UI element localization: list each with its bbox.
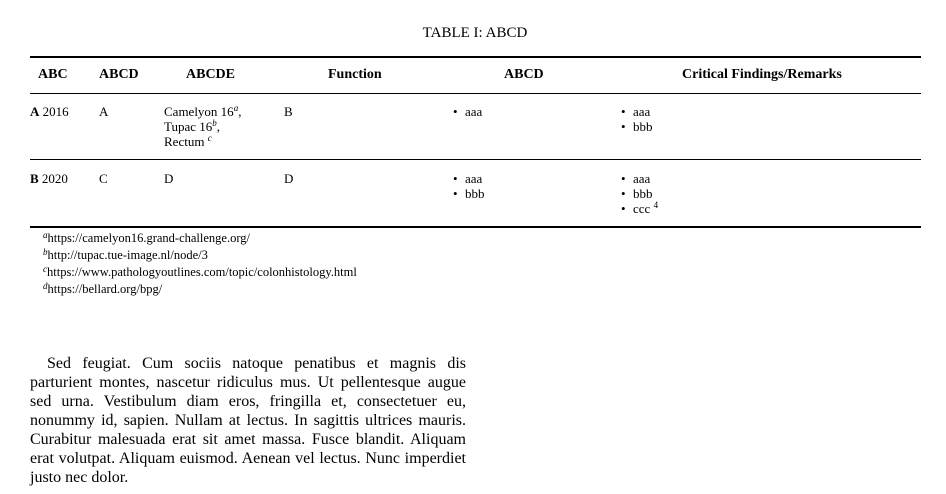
- row1-dataset-line: Rectum $^c$: [164, 133, 212, 149]
- bullet-item: • bbb: [453, 186, 485, 201]
- header-abcde: ABCDE: [186, 67, 236, 82]
- row2-year: 2020: [41, 171, 68, 186]
- row2-function: D: [284, 171, 294, 186]
- header-abc: ABC: [38, 67, 68, 82]
- row1-abcde: [164, 104, 241, 149]
- footnote: $^b$http://tupac.tue-image.nl/node/3: [43, 247, 208, 262]
- table-top-rule: [30, 56, 921, 58]
- row1-dataset-line: Camelyon 16$^a$,: [164, 103, 242, 119]
- row2-abcd: C: [99, 171, 108, 186]
- row1-abcd-list: [453, 104, 482, 119]
- row2-remarks-list: [621, 171, 658, 216]
- footnote: $^d$https://bellard.org/bpg/: [43, 281, 163, 296]
- footnote: $^a$https://camelyon16.grand-challenge.org/: [43, 230, 250, 245]
- row1-function: B: [284, 104, 293, 119]
- row1-year: 2016: [42, 104, 69, 119]
- bullet-item: • aaa: [453, 171, 485, 186]
- row-divider: [30, 159, 921, 160]
- header-rule: [30, 93, 921, 94]
- table-bottom-rule: [30, 226, 921, 228]
- bullet-item: • aaa: [621, 171, 658, 186]
- footnote: $^c$https://www.pathologyoutlines.com/topic/colonhistology.html: [43, 264, 357, 279]
- row1-remarks-list: [621, 104, 653, 134]
- row1-abc: [30, 104, 69, 119]
- bullet-item: • ccc $^4$: [621, 201, 658, 216]
- row1-id: A: [30, 104, 40, 119]
- footnote-ref: 4: [653, 200, 659, 210]
- bullet-item: • bbb: [621, 119, 653, 134]
- bullet-item: • bbb: [621, 186, 658, 201]
- header-function: Function: [328, 67, 382, 82]
- row2-abcd-list: [453, 171, 485, 201]
- header-remarks: Critical Findings/Remarks: [682, 67, 842, 82]
- row2-abcde: D: [164, 171, 174, 186]
- row2-abc: [30, 171, 68, 186]
- body-paragraph: Sed feugiat. Cum sociis natoque penatibus et magnis dis parturient montes, nascetur ridiculus mus. Ut pellentesque augue sed urna. Vestibulum diam eros, fringilla et, consectetuer eu, nonummy id, sapien. Nullam at lectus. In sagittis ultrices mauris. Curabitur malesuada erat sit amet massa. Fusce blandit. Aliquam erat volutpat. Aliquam euismod. Aenean vel lectus. Nunc imperdiet justo nec dolor.: [30, 355, 466, 486]
- table-caption: TABLE I: ABCD: [422, 25, 528, 41]
- header-abcd-1: ABCD: [99, 67, 139, 82]
- row2-id: B: [30, 171, 39, 186]
- header-abcd-2: ABCD: [504, 67, 544, 82]
- bullet-item: • aaa: [453, 104, 482, 119]
- bullet-item: • aaa: [621, 104, 653, 119]
- row1-abcd: A: [99, 104, 109, 119]
- row1-dataset-line: Tupac 16$^b$,: [164, 118, 221, 134]
